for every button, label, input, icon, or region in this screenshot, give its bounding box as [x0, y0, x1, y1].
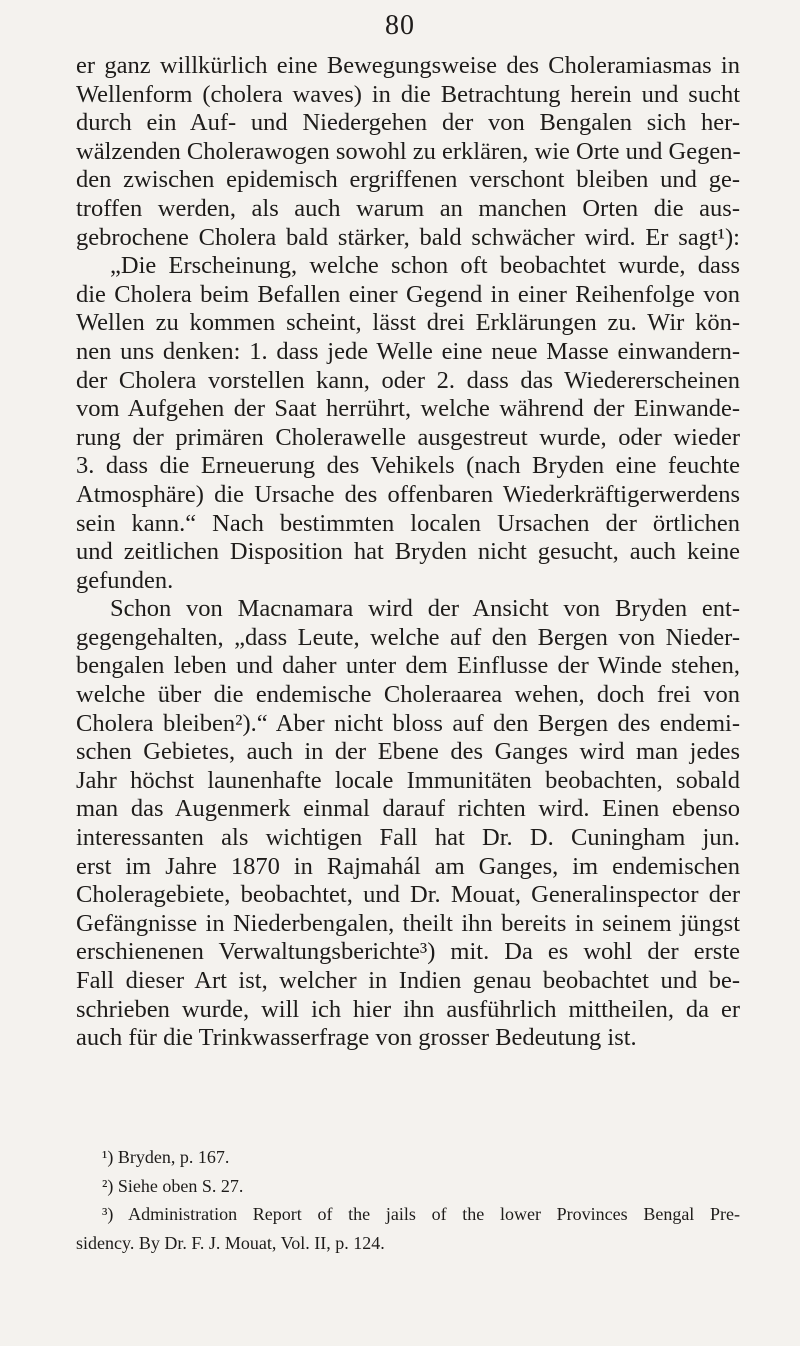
text-line: schen Gebietes, auch in der Ebene des Ganges wird man jedes [76, 738, 740, 766]
text-line: Wellenform (cholera waves) in die Betrachtung herein und sucht [76, 80, 740, 108]
text-line: durch ein Auf- und Niedergehen der von Bengalen sich her- [76, 109, 740, 137]
footnote-line: sidency. By Dr. F. J. Mouat, Vol. II, p. 124. [76, 1232, 385, 1253]
footnotes [76, 1146, 740, 1260]
text-line: Fall dieser Art ist, welcher in Indien genau beobachtet und be- [76, 967, 740, 994]
text-line: Jahr höchst launenhafte locale Immunitäten beobachten, sobald [76, 766, 740, 794]
footnote-line: ¹) Bryden, p. 167. [102, 1147, 230, 1167]
text-line: nen uns denken: 1. dass jede Welle eine neue Masse einwandern- [76, 337, 740, 365]
footnote-line: ²) Siehe oben S. 27. [102, 1175, 244, 1196]
text-line: sein kann.“ Nach bestimmten localen Ursachen der örtlichen [76, 509, 740, 537]
text-line: Schon von Macnamara wird der Ansicht von Bryden ent- [110, 595, 740, 623]
text-line: Wellen zu kommen scheint, lässt drei Erklärungen zu. Wir kön- [76, 309, 740, 337]
text-line: auch für die Trinkwasserfrage von grosser Bedeutung ist. [76, 1024, 637, 1052]
page-number: 80 [385, 10, 415, 41]
text-line: erschienenen Verwaltungsberichte³) mit. Da es wohl der erste [76, 938, 740, 966]
text-line: wälzenden Cholerawogen sowohl zu erklären, wie Orte und Gegen- [76, 137, 741, 165]
text-line: und zeitlichen Disposition hat Bryden nicht gesucht, auch keine [76, 538, 740, 566]
text-line: „Die Erscheinung, welche schon oft beobachtet wurde, dass [110, 252, 740, 280]
text-line: die Cholera beim Befallen einer Gegend in einer Reihenfolge von [76, 280, 740, 308]
text-line: schrieben wurde, will ich hier ihn ausführlich mittheilen, da er [76, 995, 740, 1023]
text-line: den zwischen epidemisch ergriffenen verschont bleiben und ge- [76, 166, 740, 194]
body-text [76, 52, 740, 1053]
text-line: erst im Jahre 1870 in Rajmahál am Ganges, im endemischen [76, 852, 740, 880]
text-line: 3. dass die Erneuerung des Vehikels (nach Bryden eine feuchte [76, 452, 740, 480]
text-line: er ganz willkürlich eine Bewegungsweise des Choleramiasmas in [76, 52, 740, 79]
text-line: gegengehalten, „dass Leute, welche auf den Bergen von Nieder- [76, 623, 740, 651]
text-line: Atmosphäre) die Ursache des offenbaren Wiederkräftigerwerdens [76, 480, 740, 508]
text-line: vom Aufgehen der Saat herrührt, welche während der Einwande- [76, 395, 740, 423]
text-line: rung der primären Cholerawelle ausgestreut wurde, oder wieder [76, 423, 740, 451]
text-line: welche über die endemische Choleraarea wehen, doch frei von [76, 681, 740, 709]
text-line: troffen werden, als auch warum an manchen Orten die aus- [76, 194, 740, 222]
text-line: gebrochene Cholera bald stärker, bald schwächer wird. Er sagt¹): [76, 223, 740, 251]
text-line: Cholera bleiben²).“ Aber nicht bloss auf den Bergen des endemi- [76, 709, 740, 737]
text-line: Gefängnisse in Niederbengalen, theilt ihn bereits in seinem jüngst [76, 909, 740, 937]
text-line: man das Augenmerk einmal darauf richten wird. Einen ebenso [76, 795, 740, 823]
text-line: gefunden. [76, 566, 174, 594]
text-line: der Cholera vorstellen kann, oder 2. dass das Wiedererscheinen [76, 366, 740, 394]
text-line: Choleragebiete, beobachtet, und Dr. Mouat, Generalinspector der [76, 881, 740, 909]
text-line: interessanten als wichtigen Fall hat Dr. D. Cuningham jun. [76, 824, 740, 852]
footnote-line: ³) Administration Report of the jails of the lower Provinces Bengal Pre- [102, 1204, 740, 1225]
text-line: bengalen leben und daher unter dem Einflusse der Winde stehen, [76, 652, 740, 680]
